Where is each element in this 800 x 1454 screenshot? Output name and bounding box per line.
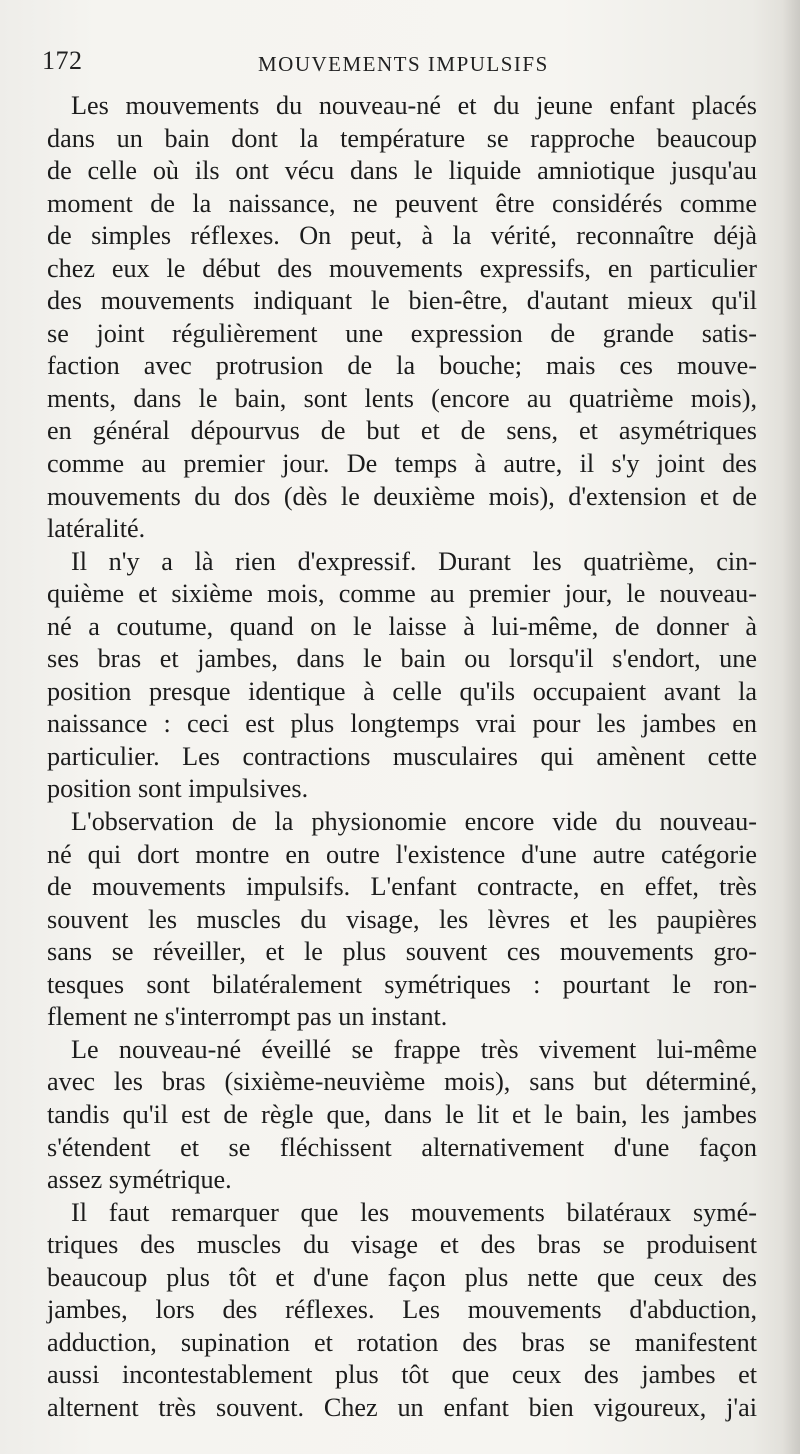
text-line: né qui dort montre en outre l'existence d'une autre catégorie: [47, 839, 757, 869]
text-line: particulier. Les contractions musculaires qui amènent cette: [47, 741, 757, 771]
text-line: se joint régulièrement une expression de grande satis-: [47, 318, 757, 348]
text-line: latéralité.: [47, 514, 146, 544]
text-line: dans un bain dont la température se rapproche beaucoup: [47, 123, 757, 153]
running-head: MOUVEMENTS IMPULSIFS: [258, 52, 549, 76]
text-line: né a coutume, quand on le laisse à lui-même, de donner à: [47, 611, 757, 641]
text-line: naissance : ceci est plus longtemps vrai pour les jambes en: [47, 709, 757, 739]
text-line: position sont impulsives.: [47, 774, 309, 804]
text-line: L'observation de la physionomie encore vide du nouveau-: [71, 807, 757, 837]
text-line: de simples réflexes. On peut, à la vérité, reconnaître déjà: [47, 221, 757, 251]
body-text: [47, 90, 757, 1424]
text-line: adduction, supination et rotation des bras se manifestent: [47, 1327, 757, 1357]
text-line: Le nouveau-né éveillé se frappe très vivement lui-même: [71, 1034, 757, 1064]
text-line: souvent les muscles du visage, les lèvres et les paupières: [47, 904, 757, 934]
text-line: jambes, lors des réflexes. Les mouvements d'abduction,: [47, 1295, 757, 1325]
text-line: position presque identique à celle qu'ils occupaient avant la: [47, 676, 757, 706]
text-line: ments, dans le bain, sont lents (encore au quatrième mois),: [47, 383, 757, 413]
text-line: avec les bras (sixième-neuvième mois), sans but déterminé,: [47, 1067, 757, 1097]
text-line: de mouvements impulsifs. L'enfant contracte, en effet, très: [47, 872, 757, 902]
text-line: triques des muscles du visage et des bras se produisent: [47, 1230, 757, 1260]
page-edge-shadow: [782, 0, 800, 1454]
text-line: beaucoup plus tôt et d'une façon plus nette que ceux des: [47, 1262, 757, 1292]
text-line: de celle où ils ont vécu dans le liquide amniotique jusqu'au: [47, 156, 757, 186]
text-line: s'étendent et se fléchissent alternativement d'une façon: [47, 1132, 757, 1162]
text-line: mouvements du dos (dès le deuxième mois), d'extension et de: [47, 481, 757, 511]
text-line: Il faut remarquer que les mouvements bilatéraux symé-: [71, 1197, 757, 1227]
text-line: moment de la naissance, ne peuvent être considérés comme: [47, 188, 757, 218]
text-line: flement ne s'interrompt pas un instant.: [47, 1002, 448, 1032]
page-number: 172: [42, 46, 83, 75]
page-header: [42, 42, 762, 82]
text-line: aussi incontestablement plus tôt que ceux des jambes et: [47, 1360, 757, 1390]
text-line: en général dépourvus de but et de sens, et asymétriques: [47, 416, 757, 446]
text-line: assez symétrique.: [47, 1165, 232, 1195]
text-line: faction avec protrusion de la bouche; mais ces mouve-: [47, 351, 757, 381]
text-line: sans se réveiller, et le plus souvent ces mouvements gro-: [47, 937, 757, 967]
text-line: des mouvements indiquant le bien-être, d'autant mieux qu'il: [47, 286, 757, 316]
text-line: tandis qu'il est de règle que, dans le lit et le bain, les jambes: [47, 1099, 757, 1129]
text-line: ses bras et jambes, dans le bain ou lorsqu'il s'endort, une: [47, 644, 757, 674]
text-line: Il n'y a là rien d'expressif. Durant les quatrième, cin-: [71, 546, 757, 576]
text-line: chez eux le début des mouvements expressifs, en particulier: [47, 253, 757, 283]
text-line: quième et sixième mois, comme au premier jour, le nouveau-: [47, 579, 757, 609]
text-line: alternent très souvent. Chez un enfant bien vigoureux, j'ai: [47, 1392, 757, 1422]
text-line: Les mouvements du nouveau-né et du jeune enfant placés: [71, 91, 757, 120]
text-line: comme au premier jour. De temps à autre, il s'y joint des: [47, 449, 757, 479]
text-line: tesques sont bilatéralement symétriques : pourtant le ron-: [47, 969, 757, 999]
